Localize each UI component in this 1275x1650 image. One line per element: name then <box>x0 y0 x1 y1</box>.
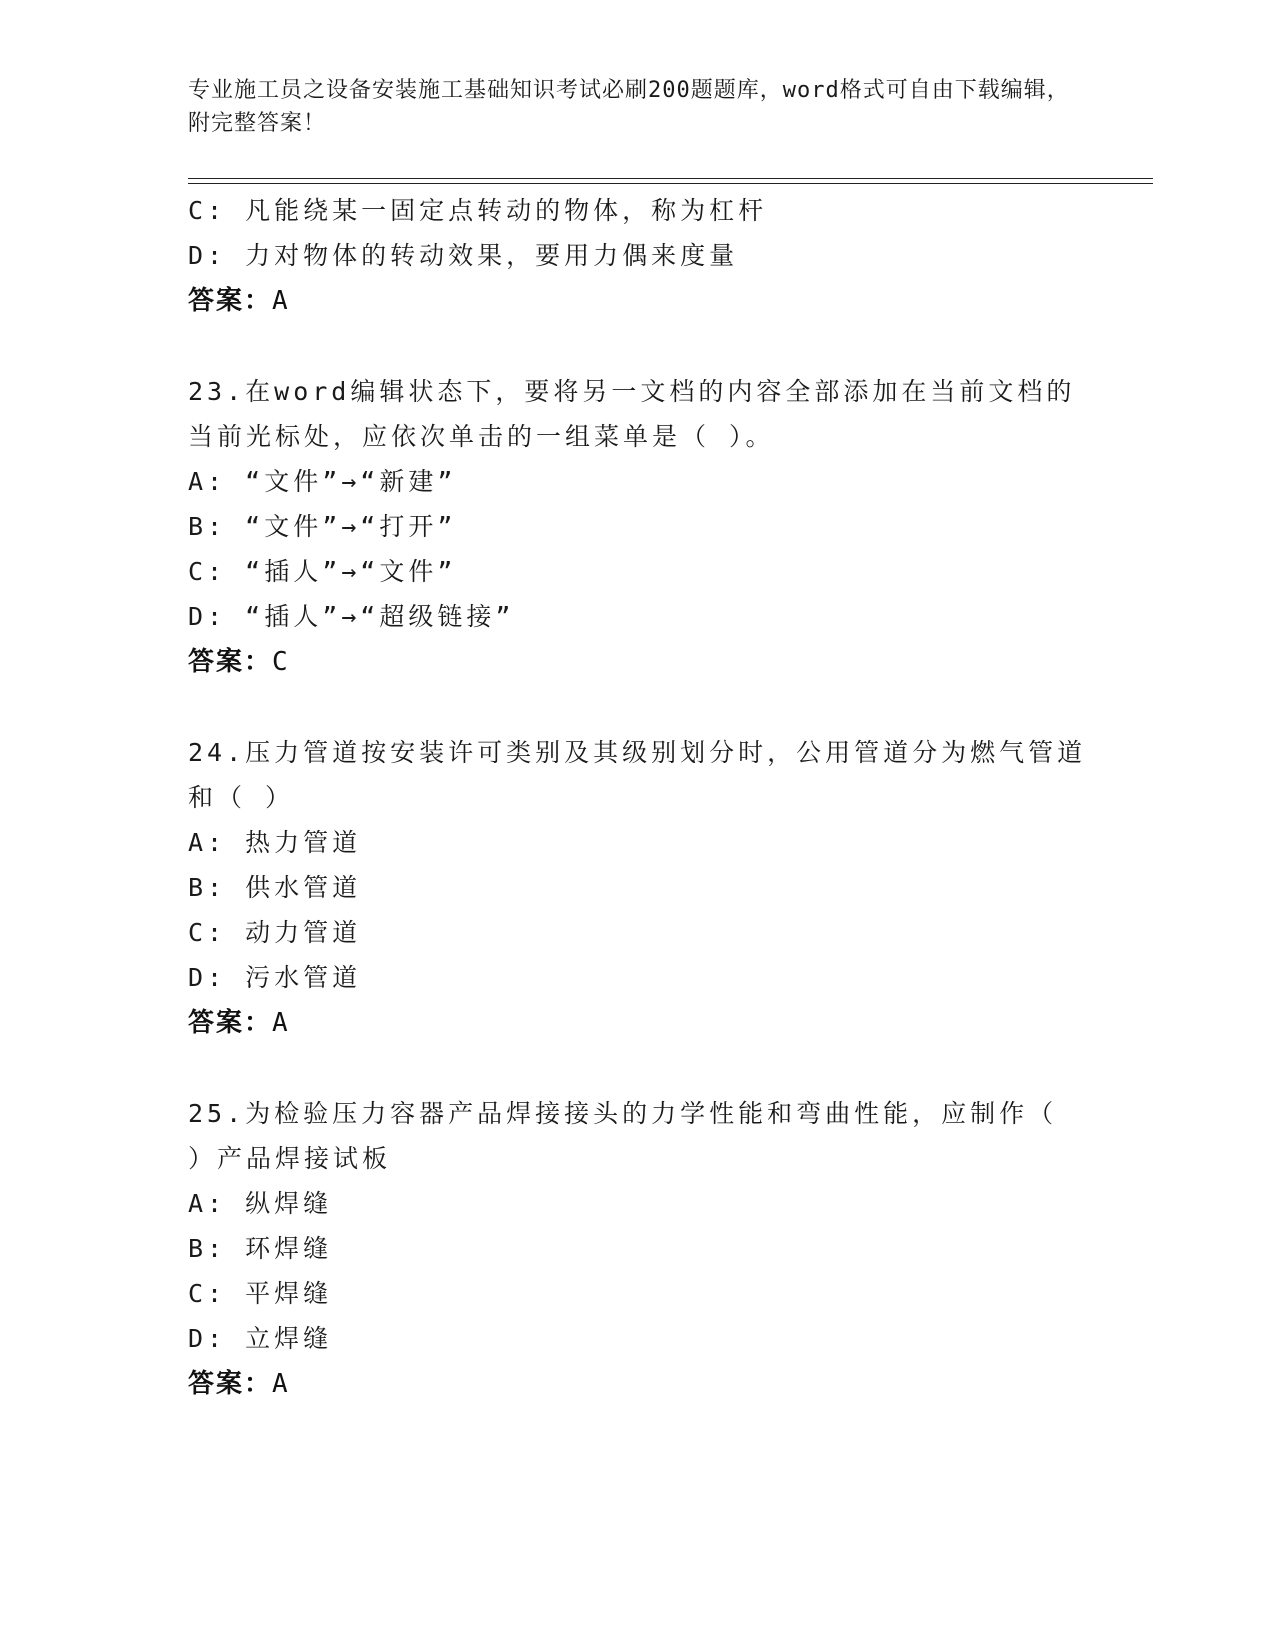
answer-line <box>188 286 291 316</box>
option-d: D: 力对物体的转动效果，要用力偶来度量 <box>188 241 739 270</box>
answer-label: 答案： <box>188 647 273 677</box>
header-rule-bottom <box>188 183 1153 184</box>
question-23-option-b: B: “文件”→“打开” <box>188 512 457 541</box>
question-23-option-a: A: “文件”→“新建” <box>188 467 457 496</box>
answer-value: C <box>272 647 291 677</box>
question-25-text-line-1: 25.为检验压力容器产品焊接接头的力学性能和弯曲性能，应制作（ <box>188 1099 1058 1128</box>
answer-value: A <box>272 1008 291 1038</box>
question-23-text-line-1: 23.在word编辑状态下，要将另一文档的内容全部添加在当前文档的 <box>188 377 1076 406</box>
answer-label: 答案： <box>188 286 273 316</box>
answer-label: 答案： <box>188 1008 273 1038</box>
question-23-answer <box>188 647 291 677</box>
question-25-option-c: C: 平焊缝 <box>188 1279 333 1308</box>
question-24-text-line-1: 24.压力管道按安装许可类别及其级别划分时，公用管道分为燃气管道 <box>188 738 1087 767</box>
answer-value: A <box>272 286 291 316</box>
question-24-answer <box>188 1008 291 1038</box>
question-24-text-line-2: 和（ ） <box>188 783 295 812</box>
option-c: C: 凡能绕某一固定点转动的物体，称为杠杆 <box>188 196 768 225</box>
question-24-option-d: D: 污水管道 <box>188 963 362 992</box>
question-24-option-a: A: 热力管道 <box>188 828 362 857</box>
question-23-text-line-2: 当前光标处，应依次单击的一组菜单是（ ）。 <box>188 422 775 451</box>
document-header: 专业施工员之设备安装施工基础知识考试必刷200题题库，word格式可自由下载编辑，附完整答案！ <box>188 78 1070 136</box>
answer-label: 答案： <box>188 1369 273 1399</box>
question-25-option-d: D: 立焊缝 <box>188 1324 333 1353</box>
question-23-option-d: D: “插人”→“超级链接” <box>188 602 515 631</box>
answer-value: A <box>272 1369 291 1399</box>
question-24-option-b: B: 供水管道 <box>188 873 362 902</box>
question-24-option-c: C: 动力管道 <box>188 918 362 947</box>
header-rule-top <box>188 178 1153 179</box>
question-25-answer <box>188 1369 291 1399</box>
question-25-text-line-2: ）产品焊接试板 <box>188 1144 392 1173</box>
question-25-option-a: A: 纵焊缝 <box>188 1189 333 1218</box>
question-23-option-c: C: “插人”→“文件” <box>188 557 457 586</box>
question-25-option-b: B: 环焊缝 <box>188 1234 333 1263</box>
